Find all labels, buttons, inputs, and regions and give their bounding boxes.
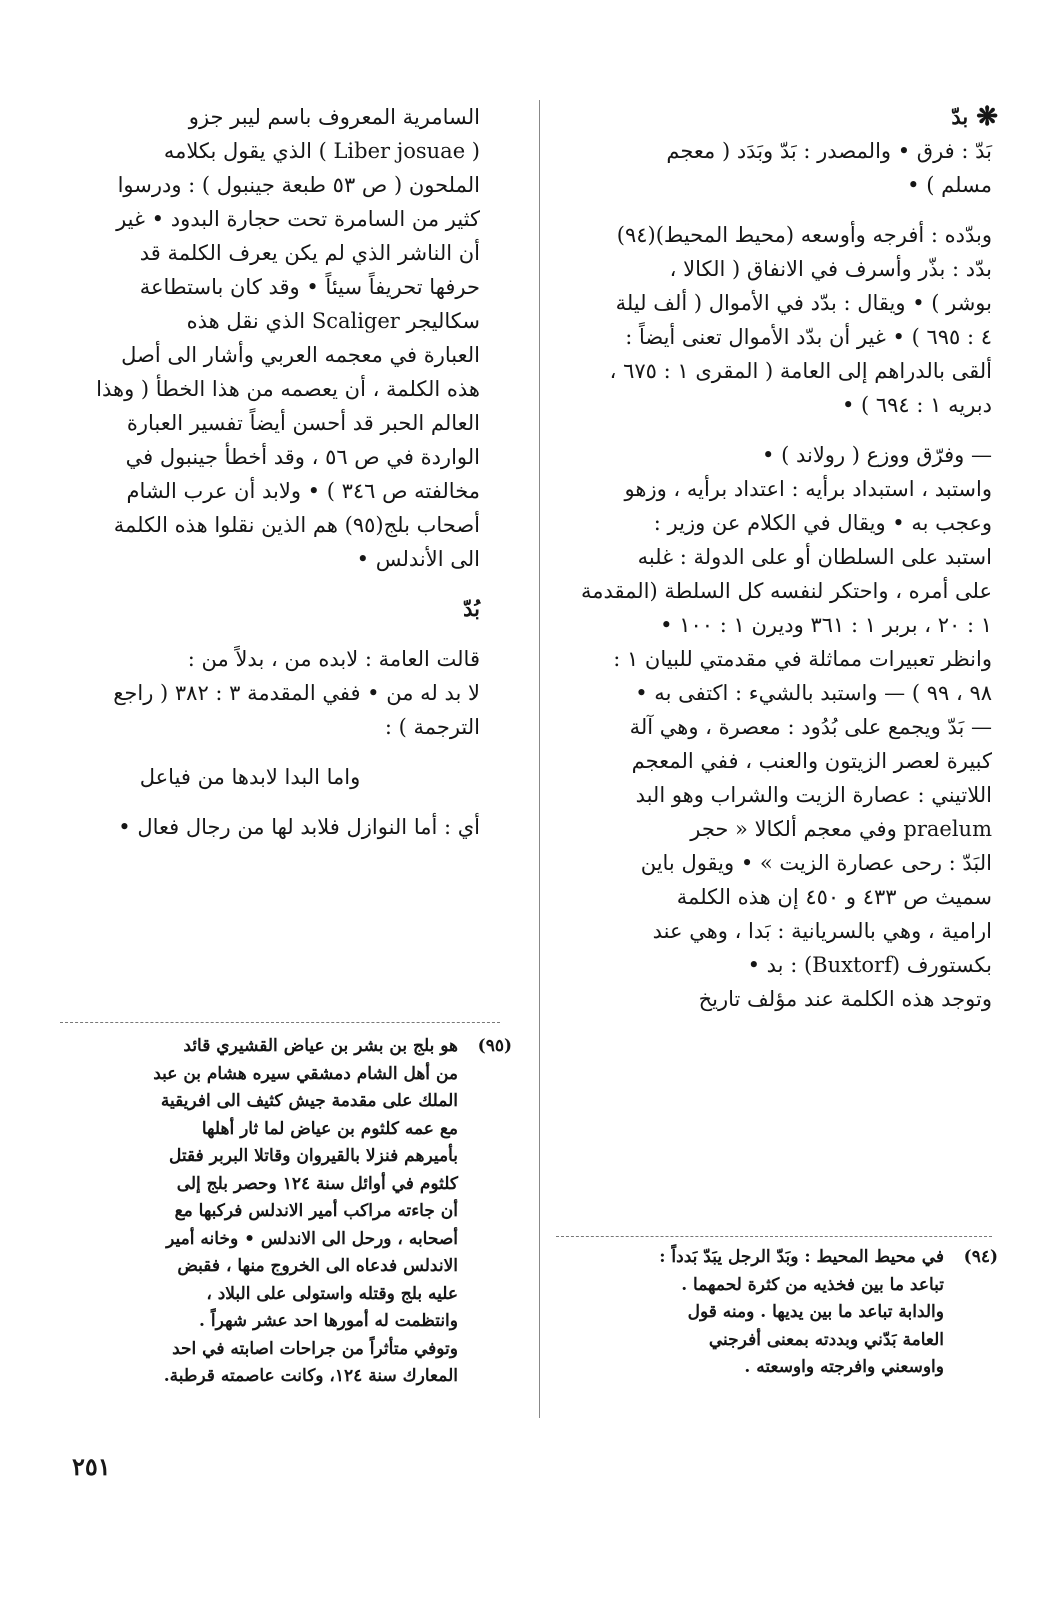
text-line: مسلم ) • (907, 173, 992, 197)
text-line: السامرية المعروف باسم ليبر جزو (188, 105, 480, 129)
text-line: ألقى بالدراهم إلى العامة ( المقرى ١ : ٦٧٥ ، (609, 359, 992, 383)
footnote-94 (550, 1244, 998, 1382)
asterisk-ornament-icon: ❋ (976, 102, 998, 132)
footnote-line: في محيط المحيط : وبَدّ الرجل يبَدّ بَدداً : (659, 1247, 944, 1267)
text-line: الترجمة ) : (384, 715, 480, 739)
footnote-number: (٩٤) (963, 1247, 998, 1267)
text-line: هذه الكلمة ، أن يعصمه من هذا الخطأ ( وهذا (96, 377, 480, 401)
text-line: اللاتيني : عصارة الزيت والشراب وهو البد (635, 783, 992, 807)
footnote-line: من أهل الشام دمشقي سيره هشام بن عبد (153, 1063, 458, 1084)
text-line: وانظر تعبيرات مماثلة في مقدمتي للبيان ١ : (613, 647, 992, 671)
text-line: ارامية ، وهي بالسريانية : بَدا ، وهي عند (652, 919, 992, 943)
footnote-line: تباعد ما بين فخذيه من كثرة لحمهما . (681, 1274, 944, 1295)
footnote-line: الملك على مقدمة جيش كثيف الى افريقية (160, 1091, 458, 1111)
text-line: كثير من السامرة تحت حجارة البدود • غير (116, 207, 480, 231)
footnote-line: وانتظمت له أمورها احد عشر شهراً . (199, 1311, 458, 1331)
text-line: وتوجد هذه الكلمة عند مؤلف تاريخ (698, 987, 992, 1011)
text-line: بَدّ : فرق • والمصدر : بَدّ وبَدَد ( معجم (666, 139, 992, 163)
text-line: كبيرة لعصر الزيتون والعنب ، ففي المعجم (631, 749, 992, 773)
footnote-line: والدابة تباعد ما بين يديها . ومنه قول (687, 1302, 944, 1322)
footnote-line: أصحابه ، ورحل الى الاندلس • وخانه أمير (166, 1228, 458, 1249)
footnote-line: مع عمه كلثوم بن عياض لما ثار أهلها (201, 1118, 458, 1139)
left-column (60, 100, 480, 844)
text-line: الواردة في ص ٥٦ ، وقد أخطأ جينبول في (125, 445, 480, 469)
text-line: لا بد له من • ففي المقدمة ٣ : ٣٨٢ ( راجع (113, 681, 480, 705)
text-line: ٩٨ ، ٩٩ ) — واستبد بالشيء : اكتفى به • (635, 681, 992, 705)
text-line: وبدّده : أفرجه وأوسعه (محيط المحيط)(٩٤) (616, 223, 992, 247)
text-line: واستبد ، استبداد برأيه : اعتداد برأيه ، وزهو (624, 477, 992, 501)
text-line: سكاليجر Scaliger الذي نقل هذه (186, 309, 480, 333)
footnote-separator (60, 1022, 500, 1023)
footnote-line: واوسعني وافرجته واوسعته . (744, 1357, 944, 1377)
footnote-line: عليه بلج وقتله واستولى على البلاد ، (206, 1283, 458, 1304)
footnote-line: بأميرهم فنزلا بالقيروان وقاتلا البربر فقتل (169, 1146, 458, 1166)
text-line: وعجب به • ويقال في الكلام عن وزير : (653, 511, 992, 535)
text-line: أصحاب بلج(٩٥) هم الذين نقلوا هذه الكلمة (113, 513, 480, 537)
text-line: العالم الحبر قد أحسن أيضاً تفسير العبارة (126, 411, 480, 435)
text-line: العبارة في معجمه العربي وأشار الى أصل (121, 343, 480, 367)
text-line: ٤ : ٦٩٥ ) • غير أن بدّد الأموال تعنى أيضاً : (625, 325, 992, 349)
footnote-separator (556, 1236, 992, 1237)
text-line: دبريه ١ : ٦٩٤ ) • (841, 393, 992, 417)
text-line: ١ : ٢٠ ، بربر ١ : ٣٦١ وديرن ١ : ١٠٠ • (660, 613, 992, 637)
footnote-line: هو بلج بن بشر بن عياض القشيري قائد (183, 1036, 458, 1056)
text-line: praelum وفي معجم ألكالا « حجر (690, 817, 992, 841)
footnote-line: الاندلس فدعاه الى الخروج منها ، فقبض (177, 1256, 458, 1276)
text-line: على أمره ، واحتكر لنفسه كل السلطة (المقدمة (580, 579, 992, 603)
text-line: — وفرّق ووزع ( رولاند ) • (762, 443, 992, 467)
text-line: أن الناشر الذي لم يكن يعرف الكلمة قد (139, 241, 480, 265)
footnote-number: (٩٥) (477, 1036, 512, 1056)
right-column (560, 100, 998, 1016)
entry-heading-budd: بُدّ (463, 596, 480, 621)
footnote-95 (60, 1033, 512, 1391)
text-line: بكستورف (Buxtorf) : بد • (747, 953, 992, 977)
text-line: مخالفته ص ٣٤٦ ) • ولابد أن عرب الشام (126, 479, 480, 503)
column-divider (539, 100, 540, 1418)
text-line: الملحون ( ص ٥٣ طبعة جينبول ) : ودرسوا (117, 173, 480, 197)
text-line: الى الأندلس • (356, 547, 480, 571)
text-line: قالت العامة : لابده من ، بدلاً من : (187, 647, 480, 671)
text-line: بدّد : بذّر وأسرف في الانفاق ( الكالا ، (669, 257, 992, 281)
text-line: سميث ص ٤٣٣ و ٤٥٠ إن هذه الكلمة (676, 885, 992, 909)
page-number: ٢٥١ (72, 1452, 111, 1481)
verse-gloss: أي : أما النوازل فلابد لها من رجال فعال • (118, 815, 480, 839)
text-line: بوشر ) • ويقال : بدّد في الأموال ( ألف ليلة (615, 291, 992, 315)
entry-heading-badd (560, 100, 998, 134)
poetry-verse: واما البدا لابدها من فياعل (139, 765, 361, 789)
text-line: حرفها تحريفاً سيئاً • وقد كان باستطاعة (139, 275, 480, 299)
footnote-line: العامة بَدّني وبددته بمعنى أفرجني (708, 1329, 944, 1350)
text-line: استبد على السلطان أو على الدولة : غلبه (637, 545, 992, 569)
text-line: — بَدّ ويجمع على بُدُود : معصرة ، وهي آلة (629, 715, 992, 739)
footnote-line: وتوفي متأثراً من جراحات اصابته في احد (172, 1338, 458, 1359)
footnote-line: أن جاءته مراكب أمير الاندلس فركبها مع (174, 1201, 458, 1221)
text-line: ( Liber josuae ) الذي يقول بكلامه (163, 139, 480, 163)
footnote-line: المعارك سنة ١٢٤، وكانت عاصمته قرطبة. (163, 1366, 458, 1386)
footnote-line: كلثوم في أوائل سنة ١٢٤ وحصر بلج إلى (176, 1173, 458, 1194)
text-line: البَدّ : رحى عصارة الزيت » • ويقول باين (640, 851, 992, 875)
entry-headword: بدّ (951, 104, 969, 129)
